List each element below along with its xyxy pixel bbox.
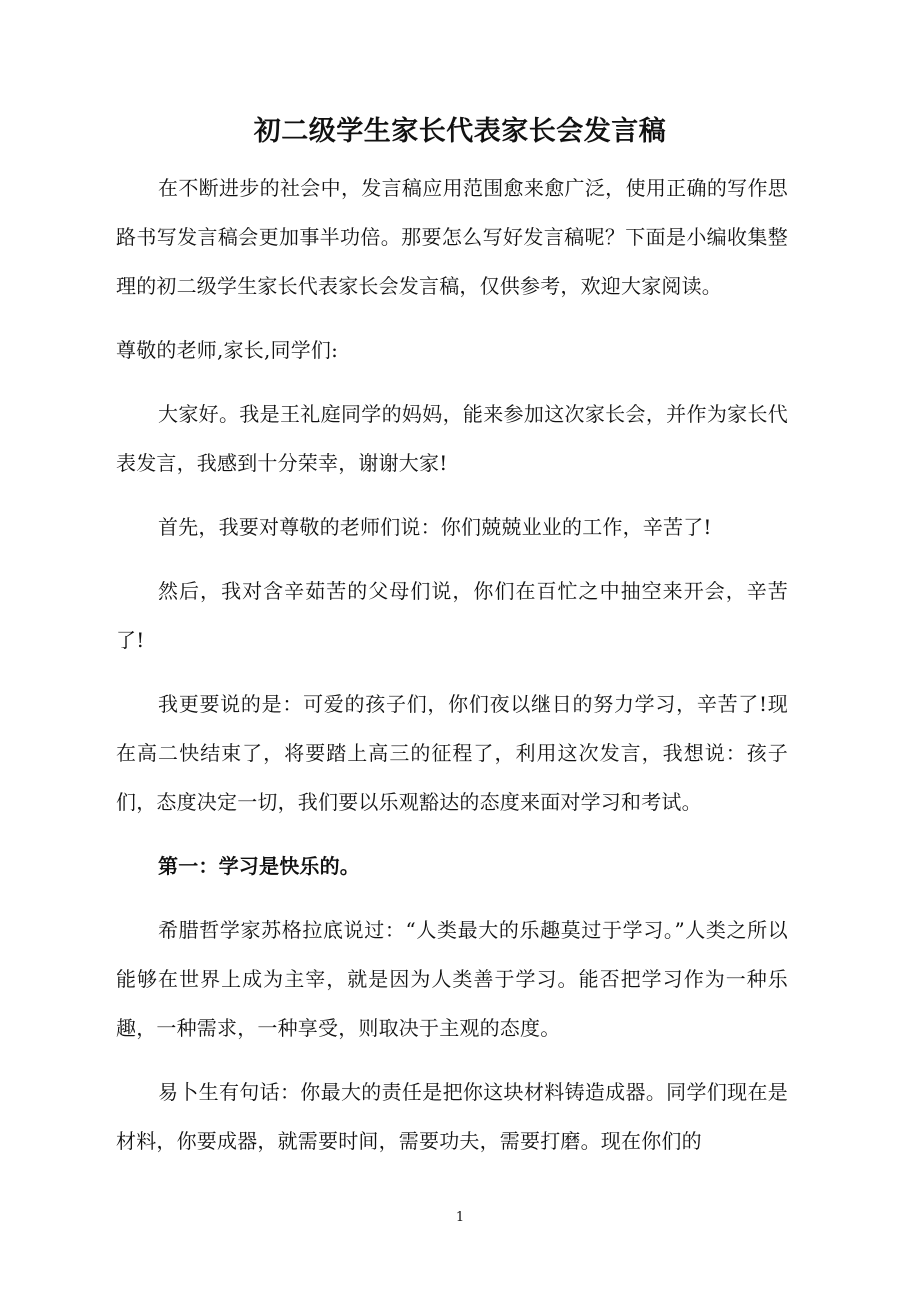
page-number: 1 [455,1210,465,1225]
section-heading: 第一：学习是快乐的。 [158,854,360,878]
document-body [116,164,788,1166]
message-students-paragraph: 我更要说的是：可爱的孩子们，你们夜以继日的努力学习，辛苦了!现在高二快结束了，将要踏上高三的征程了，利用这次发言，我想说：孩子们，态度决定一切，我们要以乐观豁达的态度来面对学习和考试。 [116,692,788,814]
ibsen-paragraph: 易卜生有句话：你最大的责任是把你这块材料铸造成器。同学们现在是材料，你要成器，就需要时间，需要功夫，需要打磨。现在你们的 [116,1080,788,1153]
socrates-paragraph: 希腊哲学家苏格拉底说过：“人类最大的乐趣莫过于学习。”人类之所以能够在世界上成为主宰，就是因为人类善于学习。能否把学习作为一种乐趣，一种需求，一种享受，则取决于主观的态度。 [116,918,788,1040]
intro-paragraph: 在不断进步的社会中，发言稿应用范围愈来愈广泛，使用正确的写作思路书写发言稿会更加事半功倍。那要怎么写好发言稿呢？下面是小编收集整理的初二级学生家长代表家长会发言稿，仅供参考，欢迎大家阅读。 [116,176,788,298]
thanks-parents-paragraph: 然后，我对含辛茹苦的父母们说，你们在百忙之中抽空来开会，辛苦了! [116,579,788,652]
document-title: 初二级学生家长代表家长会发言稿 [253,116,667,147]
thanks-teachers-paragraph: 首先，我要对尊敬的老师们说：你们兢兢业业的工作，辛苦了! [158,515,712,539]
salutation: 尊敬的老师,家长,同学们: [116,338,339,362]
greeting-paragraph: 大家好。我是王礼庭同学的妈妈，能来参加这次家长会，并作为家长代表发言，我感到十分荣幸，谢谢大家! [116,402,788,475]
